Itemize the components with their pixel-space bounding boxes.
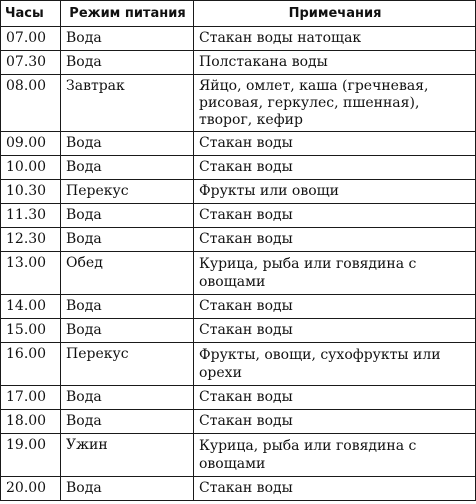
cell-time: 08.00 (1, 75, 61, 132)
cell-time: 10.00 (1, 156, 61, 180)
cell-mode: Вода (61, 386, 194, 410)
cell-time: 10.30 (1, 180, 61, 204)
cell-note: Стакан воды (194, 410, 476, 434)
table-row (1, 51, 476, 75)
table-row (1, 434, 476, 477)
cell-time: 07.00 (1, 27, 61, 51)
cell-note: Фрукты или овощи (194, 180, 476, 204)
table-row (1, 228, 476, 252)
cell-mode: Вода (61, 156, 194, 180)
table-row (1, 75, 476, 132)
cell-time: 20.00 (1, 477, 61, 501)
cell-time: 07.30 (1, 51, 61, 75)
header-row (1, 1, 476, 27)
cell-mode: Вода (61, 295, 194, 319)
cell-note: Стакан воды (194, 204, 476, 228)
cell-mode: Ужин (61, 434, 194, 477)
cell-note: Курица, рыба или говядина с овощами (194, 252, 476, 295)
header-mode: Режим питания (61, 1, 194, 27)
cell-mode: Вода (61, 27, 194, 51)
cell-mode: Вода (61, 132, 194, 156)
table-row (1, 477, 476, 501)
cell-note: Яйцо, омлет, каша (гречневая, рисовая, геркулес, пшенная), творог, кефир (194, 75, 476, 132)
table-row (1, 410, 476, 434)
table-row (1, 27, 476, 51)
cell-mode: Вода (61, 228, 194, 252)
table-row (1, 156, 476, 180)
table-row (1, 386, 476, 410)
cell-note: Стакан воды (194, 228, 476, 252)
cell-note: Стакан воды (194, 477, 476, 501)
cell-time: 11.30 (1, 204, 61, 228)
cell-note: Полстакана воды (194, 51, 476, 75)
cell-mode: Вода (61, 410, 194, 434)
cell-note: Стакан воды (194, 156, 476, 180)
cell-note: Стакан воды (194, 295, 476, 319)
cell-time: 14.00 (1, 295, 61, 319)
header-time: Часы (1, 1, 61, 27)
cell-mode: Вода (61, 51, 194, 75)
cell-mode: Обед (61, 252, 194, 295)
table-row (1, 180, 476, 204)
table-row (1, 295, 476, 319)
table-row (1, 132, 476, 156)
cell-note: Курица, рыба или говядина с овощами (194, 434, 476, 477)
cell-note: Стакан воды (194, 386, 476, 410)
cell-time: 16.00 (1, 343, 61, 386)
table-row (1, 343, 476, 386)
cell-time: 09.00 (1, 132, 61, 156)
cell-time: 17.00 (1, 386, 61, 410)
cell-note: Фрукты, овощи, сухофрукты или орехи (194, 343, 476, 386)
cell-time: 19.00 (1, 434, 61, 477)
cell-note: Стакан воды натощак (194, 27, 476, 51)
cell-note: Стакан воды (194, 319, 476, 343)
header-note: Примечания (194, 1, 476, 27)
table-row (1, 252, 476, 295)
cell-mode: Завтрак (61, 75, 194, 132)
table-row (1, 319, 476, 343)
cell-time: 13.00 (1, 252, 61, 295)
table-row (1, 204, 476, 228)
cell-mode: Перекус (61, 180, 194, 204)
cell-time: 12.30 (1, 228, 61, 252)
cell-mode: Вода (61, 204, 194, 228)
cell-mode: Перекус (61, 343, 194, 386)
cell-mode: Вода (61, 319, 194, 343)
cell-time: 18.00 (1, 410, 61, 434)
cell-time: 15.00 (1, 319, 61, 343)
cell-mode: Вода (61, 477, 194, 501)
cell-note: Стакан воды (194, 132, 476, 156)
